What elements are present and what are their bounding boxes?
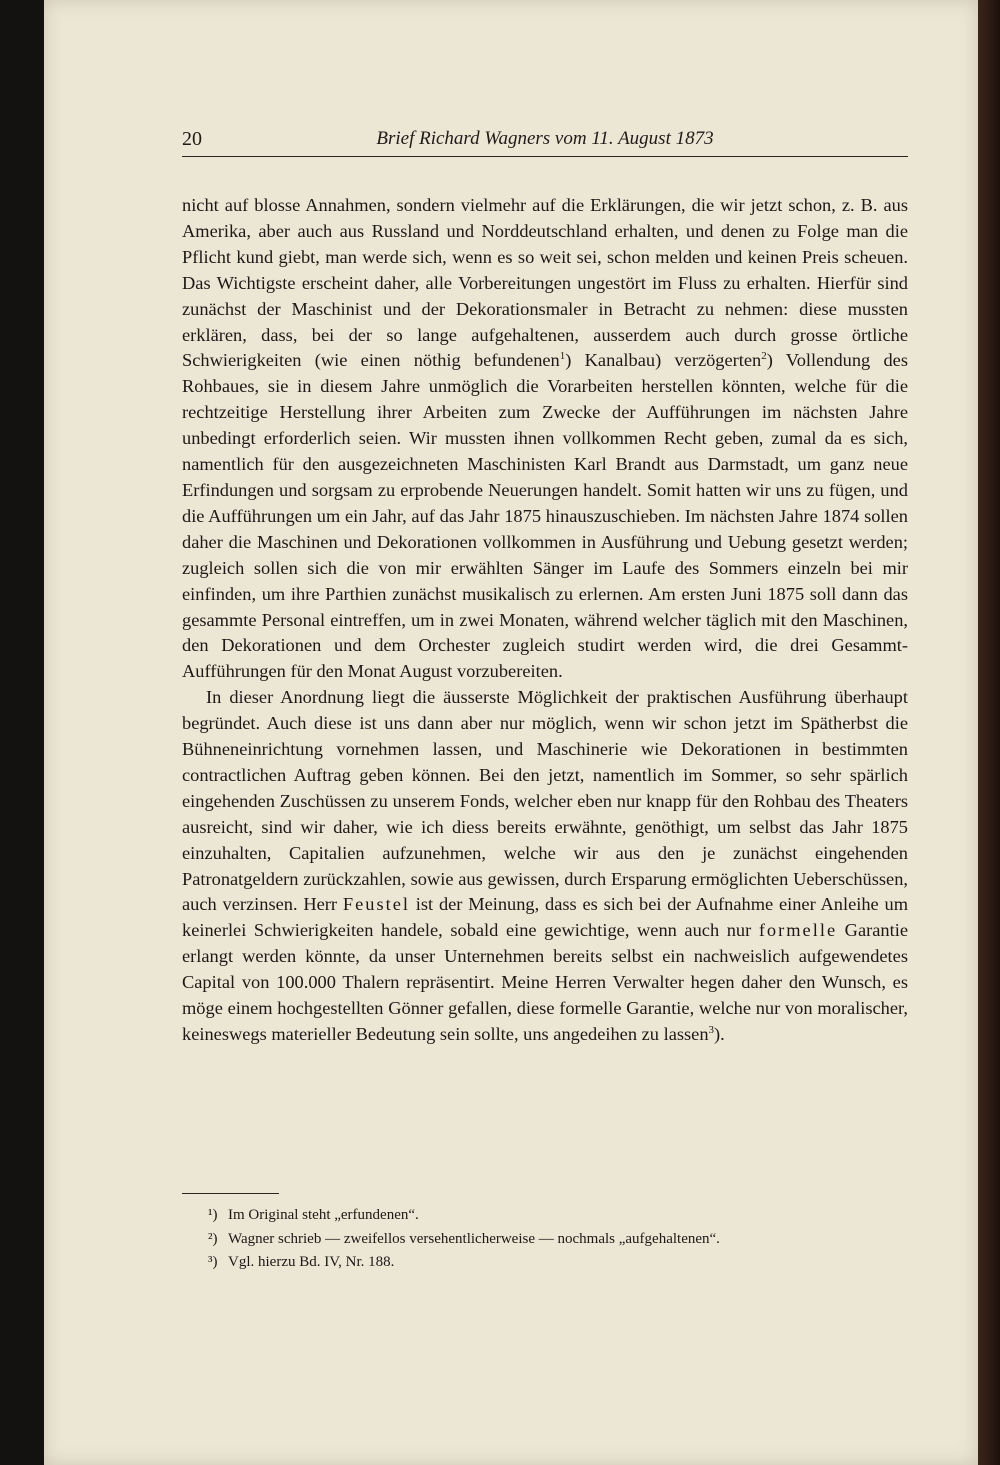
footnote-1 (208, 1204, 908, 1228)
footnote-mark: ¹) (208, 1207, 218, 1223)
footnote-ref-1: 1 (559, 350, 566, 363)
footnote-text: Im Original steht „erfundenen“. (228, 1207, 419, 1223)
running-title: Brief Richard Wagners vom 11. August 1873 (376, 128, 714, 149)
spaced-name-feustel: Feustel (342, 894, 410, 915)
page-number: 20 (182, 128, 202, 150)
paragraph-1 (182, 193, 908, 685)
footnote-divider (182, 1193, 279, 1194)
page-header (182, 128, 908, 157)
footnote-ref-2: 2 (761, 350, 767, 363)
paragraph-text: ). (714, 1024, 725, 1044)
paragraph-text: ) Kanalbau) verzögerten (565, 350, 762, 371)
footnotes (208, 1204, 908, 1275)
footnote-mark: ³) (208, 1254, 218, 1270)
paragraph-text: ) Vollendung des Rohbaues, sie in diesem Jahre unmöglich die Vorarbeiten herstellen könnten, welche für die rechtzeitige Herstellung ihrer Arbeiten zum Zwecke der Aufführungen im nächsten Jahre unbedingt erforderlich seien. Wir mussten ihnen vollkommen Recht geben, zumal da es sich, namentlich für den ausgezeichneten Maschinisten Karl Brandt aus Darmstadt, um ganz neue Erfindungen und sorgsam zu erprobende Neuerungen handelt. Somit hatten wir uns zu fügen, und die Aufführungen um ein Jahr, auf das Jahr 1875 hinauszuschieben. Im nächsten Jahre 1874 sollen daher die Maschinen und Dekorationen vollkommen in Ausführung und Uebung gesetzt werden; zugleich sollen sich die von mir erwählten Sänger im Laufe des Sommers einzeln bei mir einfinden, um ihre Parthien zunächst musikalisch zu erlernen. Am ersten Juni 1875 soll dann das gesammte Personal eintreffen, um in zwei Monaten, während welcher täglich mit den Maschinen, den Dekorationen und dem Orchester zugleich studirt werden wird, die drei Gesammt-Aufführungen für den Monat August vorzubereiten. (182, 350, 908, 682)
footnote-3 (208, 1251, 908, 1275)
paragraph-text: In dieser Anordnung liegt die äusserste Möglichkeit der praktischen Ausführung überhaupt begründet. Auch diese ist uns dann aber nur möglich, wenn wir schon jetzt im Spätherbst die Bühneneinrichtung vornehmen lassen, und Maschinerie wie Dekorationen in bestimmten contractlichen Auftrag geben können. Bei den jetzt, namentlich im Sommer, so sehr spärlich eingehenden Zuschüssen zu unserem Fonds, welcher eben nur knapp für den Rohbau des Theaters ausreicht, sind wir daher, wie ich diess bereits erwähnte, genöthigt, um selbst das Jahr 1875 einzuhalten, Capitalien aufzunehmen, welche wir aus den je zunächst eingehenden Patronatgeldern zurückzahlen, sowie aus gewissen, durch Ersparung ermöglichten Ueberschüssen, auch verzinsen. Herr (182, 687, 908, 915)
footnote-text: Vgl. hierzu Bd. IV, Nr. 188. (228, 1254, 395, 1270)
paragraph-text: ist der Meinung, dass es sich bei der Aufnahme einer Anleihe um keinerlei Schwierigkeiten handele, sobald eine gewichtige, wenn auch nur (182, 894, 908, 941)
footnote-ref-3: 3 (708, 1024, 715, 1036)
paragraph-text: nicht auf blosse Annahmen, sondern vielmehr auf die Erklärungen, die wir jetzt schon, z. B. aus Amerika, aber auch aus Russland und Norddeutschland erhalten, und denen zu Folge man die Pflicht kund giebt, man werde sich, wenn es so weit sei, schon melden und keinen Preis scheuen. Das Wichtigste erscheint daher, alle Vorbereitungen ungestört im Fluss zu erhalten. Hierfür sind zunächst der Maschinist und der Dekorationsmaler in Betracht zu nehmen: diese mussten erklären, dass, bei der so lange aufgehaltenen, ausserdem auch durch grosse örtliche Schwierigkeiten (wie einen nöthig befundenen (182, 195, 908, 371)
footnote-text: Wagner schrieb — zweifellos versehentlicherweise — nochmals „aufgehaltenen“. (228, 1230, 720, 1247)
paragraph-text: Garantie erlangt werden könnte, da unser Unternehmen bereits selbst ein nachweislich aufgewendetes Capital von 100.000 Thalern repräsentirt. Meine Herren Verwalter hegen daher den Wunsch, es möge einem hochgestellten Gönner gefallen, diese formelle Garantie, welche nur von moralischer, keineswegs materieller Bedeutung sein sollte, uns angedeihen zu lassen (182, 920, 908, 1044)
main-text (182, 193, 908, 1048)
spaced-word-formelle: formelle (758, 920, 838, 941)
paragraph-2 (182, 685, 908, 1048)
footnote-mark: ²) (208, 1230, 218, 1247)
footnote-2 (208, 1228, 908, 1252)
book-edge (978, 0, 1000, 1465)
